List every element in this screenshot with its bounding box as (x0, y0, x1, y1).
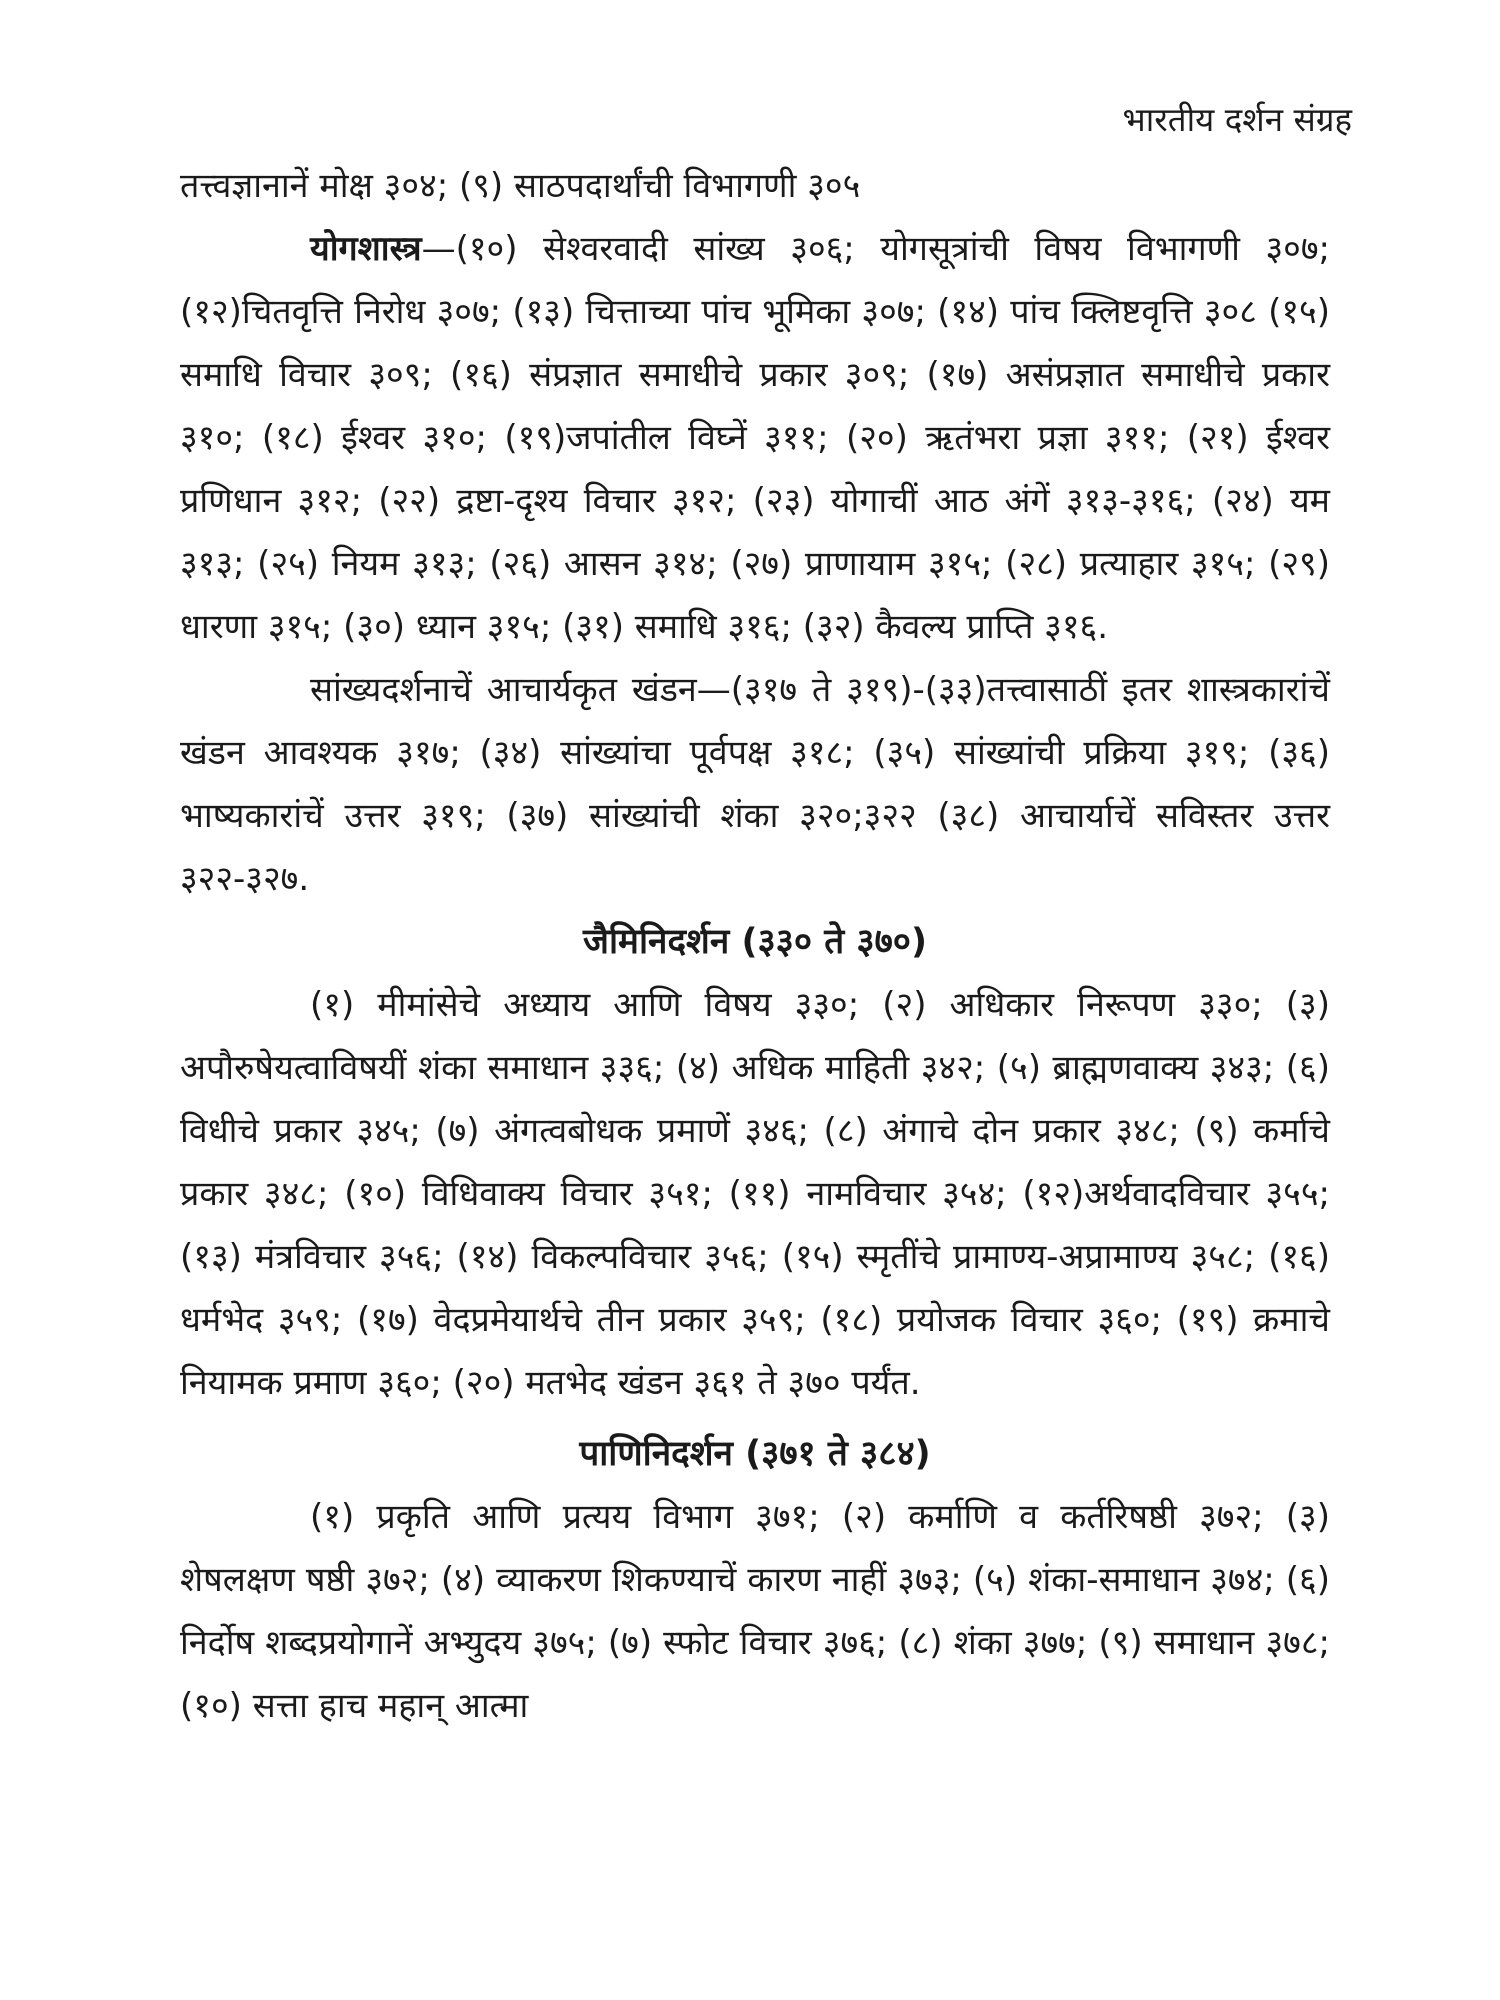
paragraph-paninidarshan (180, 1486, 1330, 1738)
section-heading-paninidarshan: पाणिनिदर्शन (३७१ ते ३८४) (579, 1434, 931, 1474)
section-heading-jaiminidarshan: जैमिनिदर्शन (३३० ते ३७०) (583, 922, 927, 962)
paragraph-jaiminidarshan (180, 974, 1330, 1415)
paragraph-text: (१) मीमांसेचे अध्याय आणि विषय ३३०; (२) अधिकार निरूपण ३३०; (३) अपौरुषेयत्वाविषयीं शंका समाधान ३३६; (४) अधिक माहिती ३४२; (५) ब्राह्मणवाक्य ३४३; (६) विधीचे प्रकार ३४५; (७) अंगत्वबोधक प्रमाणें ३४६; (८) अंगाचे दोन प्रकार ३४८; (९) कर्माचे प्रकार ३४८; (१०) विधिवाक्य विचार ३५१; (११) नामविचार ३५४; (१२)अर्थवादविचार ३५५; (१३) मंत्रविचार ३५६; (१४) विकल्पविचार ३५६; (१५) स्मृतींचे प्रामाण्य-अप्रामाण्य ३५८; (१६) धर्मभेद ३५९; (१७) वेदप्रमेयार्थचे तीन प्रकार ३५९; (१८) प्रयोजक विचार ३६०; (१९) क्रमाचे नियामक प्रमाण ३६०; (२०) मतभेद खंडन ३६१ ते ३७० पर्यंत. (180, 985, 1330, 1403)
paragraph-text: तत्त्वज्ञानानें मोक्ष ३०४; (९) साठपदार्थांची विभागणी ३०५ (180, 166, 861, 206)
paragraph-text: सांख्यदर्शनाचें आचार्यकृत खंडन—(३१७ ते ३१९)-(३३)तत्त्वासाठीं इतर शास्त्रकारांचें खंडन आवश्यक ३१७; (३४) सांख्यांचा पूर्वपक्ष ३१८; (३५) सांख्यांची प्रक्रिया ३१९; (३६) भाष्यकारांचें उत्तर ३१९; (३७) सांख्यांची शंका ३२०;३२२ (३८) आचार्याचें सविस्तर उत्तर ३२२-३२७. (180, 670, 1330, 899)
section-lead-yogashastra: योगशास्त्र (310, 229, 422, 269)
paragraph-text: (१) प्रकृति आणि प्रत्यय विभाग ३७१; (२) कर्माणि व कर्तरिषष्ठी ३७२; (३) शेषलक्षण षष्ठी ३७२; (४) व्याकरण शिकण्याचें कारण नाहीं ३७३; (५) शंका-समाधान ३७४; (६) निर्दोष शब्दप्रयोगानें अभ्युदय ३७५; (७) स्फोट विचार ३७६; (८) शंका ३७७; (९) समाधान ३७८; (१०) सत्ता हाच महान् आत्मा (180, 1497, 1330, 1726)
paragraph-text: —(१०) सेश्वरवादी सांख्य ३०६; योगसूत्रांची विषय विभागणी ३०७; (१२)चितवृत्ति निरोध ३०७; (१३) चित्ताच्या पांच भूमिका ३०७; (१४) पांच क्लिष्टवृत्ति ३०८ (१५) समाधि विचार ३०९; (१६) संप्रज्ञात समाधीचे प्रकार ३०९; (१७) असंप्रज्ञात समाधीचे प्रकार ३१०; (१८) ईश्वर ३१०; (१९)जपांतील विघ्नें ३११; (२०) ऋतंभरा प्रज्ञा ३११; (२१) ईश्वर प्रणिधान ३१२; (२२) द्रष्टा-दृश्य विचार ३१२; (२३) योगाचीं आठ अंगें ३१३-३१६; (२४) यम ३१३; (२५) नियम ३१३; (२६) आसन ३१४; (२७) प्राणायाम ३१५; (२८) प्रत्याहार ३१५; (२९) धारणा ३१५; (३०) ध्यान ३१५; (३१) समाधि ३१६; (३२) कैवल्य प्राप्ति ३१६. (180, 229, 1330, 647)
paragraph-yogashastra (180, 218, 1330, 659)
paragraph-sankhya-tail (180, 155, 1330, 218)
running-head: भारतीय दर्शन संग्रह (1122, 100, 1352, 139)
paragraph-sankhya-khandan (180, 659, 1330, 911)
